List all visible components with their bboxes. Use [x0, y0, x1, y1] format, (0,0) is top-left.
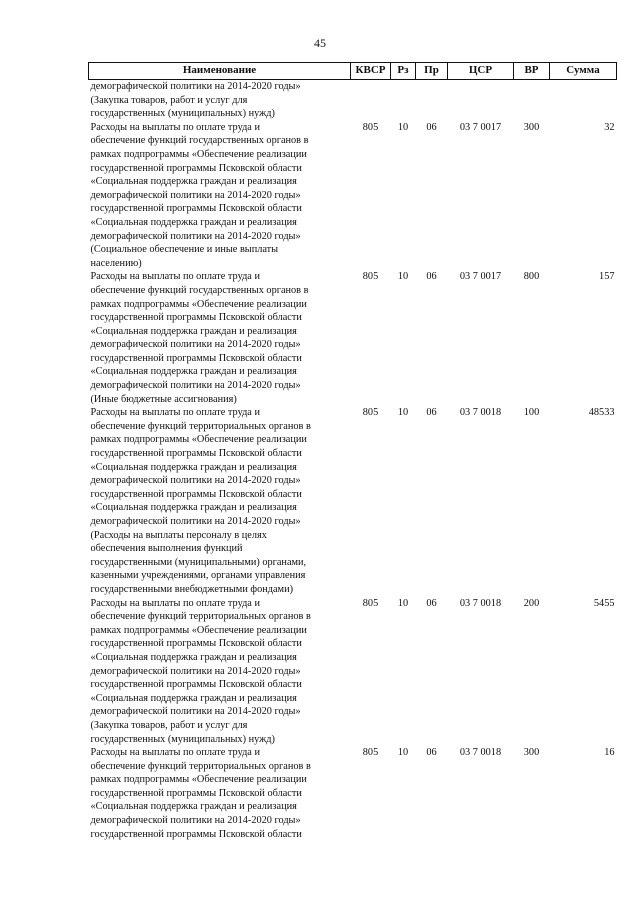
- row-name-line: демографической политики на 2014-2020 годы»: [90, 380, 301, 392]
- row-name-line: Расходы на выплаты по оплате труда и: [90, 121, 260, 133]
- row-rz-cell: 10: [397, 121, 409, 133]
- row-name-cell: [89, 597, 351, 747]
- row-name-line: государственной программы Псковской области: [90, 488, 302, 500]
- table-header-row: [89, 63, 617, 80]
- row-pr-cell: [416, 80, 448, 121]
- row-name-line: демографической политики на 2014-2020 годы»: [90, 230, 301, 242]
- header-csr: ЦСР: [448, 63, 514, 80]
- table-body: [89, 80, 617, 842]
- row-csr-cell: [448, 80, 514, 121]
- row-name-cell: [89, 80, 351, 121]
- row-name-line: демографической политики на 2014-2020 годы»: [90, 516, 301, 527]
- header-vr: ВР: [514, 63, 550, 80]
- row-kvsr-cell: 805: [362, 271, 379, 283]
- row-rz-cell: 10: [397, 271, 409, 283]
- row-sum-cell: 32: [604, 121, 615, 133]
- row-name-line: демографической политики на 2014-2020 годы»: [90, 81, 301, 92]
- row-name-line: обеспечение функций государственных органов в: [90, 284, 309, 296]
- row-pr-cell: 06: [426, 121, 437, 133]
- row-name-line: рамках подпрограммы «Обеспечение реализации: [90, 624, 307, 636]
- row-name-line: обеспечения выполнения функций: [90, 543, 243, 555]
- row-name-line: государственных (муниципальных) нужд): [90, 108, 275, 120]
- row-name-line: демографической политики на 2014-2020 годы»: [90, 189, 301, 201]
- row-name-line: «Социальная поддержка граждан и реализация: [90, 216, 297, 228]
- row-name-line: «Социальная поддержка граждан и реализация: [90, 325, 297, 337]
- row-name-line: обеспечение функций территориальных органов в: [90, 760, 311, 772]
- table-row: [89, 746, 617, 841]
- row-name-line: государственной программы Псковской области: [90, 828, 302, 840]
- row-name-line: (Иные бюджетные ассигнования): [90, 393, 237, 405]
- row-csr-cell: 03 7 0017: [459, 121, 502, 133]
- budget-table: [88, 62, 617, 841]
- row-name-line: государственными (муниципальными) органами,: [90, 556, 307, 568]
- row-name-line: государственной программы Псковской области: [90, 787, 302, 799]
- header-pr: Пр: [416, 63, 448, 80]
- row-name-line: рамках подпрограммы «Обеспечение реализации: [90, 298, 307, 310]
- row-name-line: рамках подпрограммы «Обеспечение реализации: [90, 434, 307, 446]
- row-name-line: «Социальная поддержка граждан и реализация: [90, 366, 297, 378]
- row-name-line: обеспечение функций государственных органов в: [90, 135, 309, 147]
- row-rz-cell: 10: [397, 597, 409, 609]
- row-vr-cell: 300: [523, 121, 540, 133]
- row-name-line: рамках подпрограммы «Обеспечение реализации: [90, 148, 307, 160]
- row-vr-cell: 200: [523, 597, 540, 609]
- row-name-line: (Расходы на выплаты персоналу в целях: [90, 529, 267, 541]
- row-name-line: демографической политики на 2014-2020 годы»: [90, 339, 301, 351]
- row-name-line: казенными учреждениями, органами управления: [90, 570, 306, 582]
- row-sum-cell: [550, 80, 617, 121]
- row-name-cell: [89, 406, 351, 596]
- row-name-line: «Социальная поддержка граждан и реализация: [90, 176, 297, 188]
- table-row: [89, 406, 617, 596]
- table-row: [89, 80, 617, 121]
- row-name-line: государственной программы Псковской области: [90, 352, 302, 364]
- row-kvsr-cell: 805: [362, 407, 379, 419]
- row-name-line: обеспечение функций территориальных органов в: [90, 611, 311, 623]
- header-kvsr: КВСР: [351, 63, 391, 80]
- row-name-cell: [89, 270, 351, 406]
- row-name-line: (Закупка товаров, работ и услуг для: [90, 94, 248, 106]
- row-name-line: демографической политики на 2014-2020 годы»: [90, 815, 301, 827]
- row-name-cell: [89, 746, 351, 841]
- row-name-line: демографической политики на 2014-2020 годы»: [90, 665, 301, 677]
- row-name-line: рамках подпрограммы «Обеспечение реализации: [90, 774, 307, 786]
- row-kvsr-cell: 805: [362, 747, 379, 759]
- row-csr-cell: 03 7 0018: [459, 747, 502, 759]
- row-name-line: «Социальная поддержка граждан и реализация: [90, 461, 297, 473]
- row-name-line: Расходы на выплаты по оплате труда и: [90, 407, 260, 419]
- row-name-line: Расходы на выплаты по оплате труда и: [90, 271, 260, 283]
- row-csr-cell: 03 7 0017: [459, 271, 502, 283]
- row-kvsr-cell: 805: [362, 121, 379, 133]
- row-name-line: государственной программы Псковской области: [90, 638, 302, 650]
- row-pr-cell: 06: [426, 597, 437, 609]
- row-name-line: Расходы на выплаты по оплате труда и: [90, 747, 260, 759]
- row-name-line: «Социальная поддержка граждан и реализация: [90, 502, 297, 514]
- row-name-line: «Социальная поддержка граждан и реализация: [90, 651, 297, 663]
- row-sum-cell: 48533: [588, 407, 615, 419]
- row-name-line: государственной программы Псковской области: [90, 312, 302, 324]
- row-kvsr-cell: [351, 80, 391, 121]
- row-name-line: обеспечение функций территориальных органов в: [90, 420, 311, 432]
- row-vr-cell: 800: [523, 271, 540, 283]
- row-pr-cell: 06: [426, 747, 437, 759]
- header-name: Наименование: [89, 63, 351, 80]
- row-sum-cell: 157: [599, 271, 615, 283]
- row-name-line: государственной программы Псковской области: [90, 162, 302, 174]
- row-pr-cell: 06: [426, 271, 437, 283]
- row-name-line: «Социальная поддержка граждан и реализация: [90, 801, 297, 813]
- table-row: [89, 121, 617, 271]
- row-vr-cell: 100: [523, 407, 540, 419]
- row-rz-cell: [391, 80, 416, 121]
- row-csr-cell: 03 7 0018: [459, 597, 502, 609]
- row-csr-cell: 03 7 0018: [459, 407, 502, 419]
- header-sum: Сумма: [550, 63, 617, 80]
- table-row: [89, 270, 617, 406]
- row-kvsr-cell: 805: [362, 597, 379, 609]
- row-rz-cell: 10: [397, 407, 409, 419]
- row-rz-cell: 10: [397, 747, 409, 759]
- page-number: 45: [314, 36, 326, 50]
- row-pr-cell: 06: [426, 407, 437, 419]
- table-row: [89, 597, 617, 747]
- row-name-line: (Закупка товаров, работ и услуг для: [90, 719, 248, 731]
- row-name-line: государственных (муниципальных) нужд): [90, 733, 275, 745]
- row-vr-cell: [514, 80, 550, 121]
- row-sum-cell: 5455: [593, 597, 615, 609]
- row-sum-cell: 16: [604, 747, 615, 759]
- row-name-line: государственной программы Псковской области: [90, 203, 302, 215]
- row-name-cell: [89, 121, 351, 271]
- row-name-line: государственной программы Псковской области: [90, 679, 302, 691]
- header-rz: Рз: [391, 63, 416, 80]
- row-name-line: (Социальное обеспечение и иные выплаты: [90, 244, 279, 256]
- row-name-line: государственными внебюджетными фондами): [90, 583, 294, 595]
- row-name-line: населению): [90, 257, 142, 269]
- row-name-line: «Социальная поддержка граждан и реализация: [90, 692, 297, 704]
- row-name-line: демографической политики на 2014-2020 годы»: [90, 706, 301, 718]
- row-name-line: демографической политики на 2014-2020 годы»: [90, 475, 301, 487]
- row-name-line: Расходы на выплаты по оплате труда и: [90, 597, 260, 609]
- row-name-line: государственной программы Псковской области: [90, 448, 302, 460]
- row-vr-cell: 300: [523, 747, 540, 759]
